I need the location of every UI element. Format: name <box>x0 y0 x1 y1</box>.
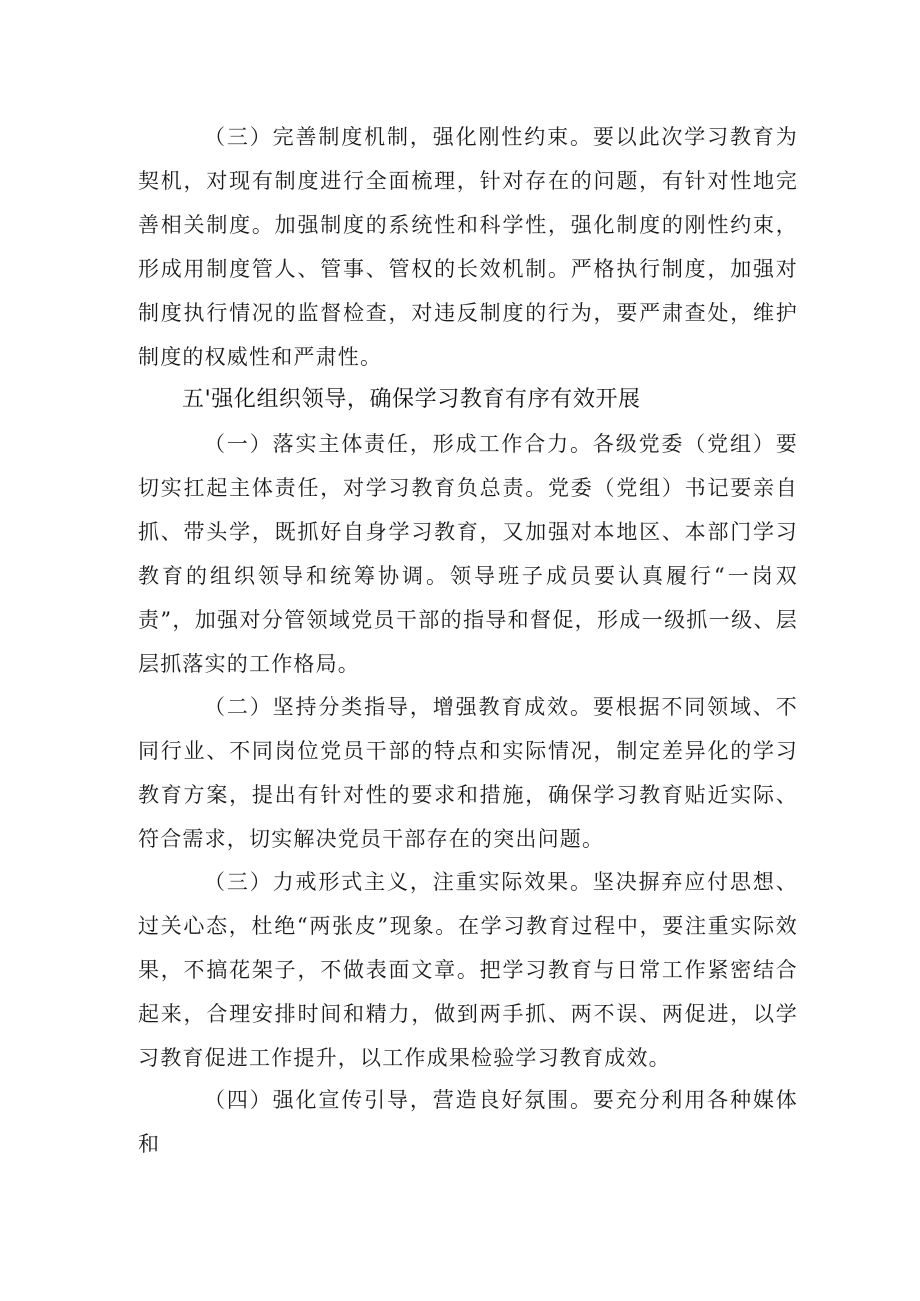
paragraph-publicity-guidance: （四）强化宣传引导，营造良好氛围。要充分利用各种媒体和 <box>138 1088 798 1156</box>
paragraph-classified-guidance: （二）坚持分类指导，增强教育成效。要根据不同领域、不同行业、不同岗位党员干部的特点和实际情况，制定差异化的学习教育方案，提出有针对性的要求和措施，确保学习教育贴近实际、符合需求，切实解决党员干部存在的突出问题。 <box>138 695 798 851</box>
section-5-heading: 五'强化组织领导，确保学习教育有序有效开展 <box>182 387 641 412</box>
paragraph-avoid-formalism: （三）力戒形式主义，注重实际效果。坚决摒弃应付思想、过关心态，杜绝“两张皮”现象。在学习教育过程中，要注重实际效果，不搞花架子，不做表面文章。把学习教育与日常工作紧密结合起来，合理安排时间和精力，做到两手抓、两不误、两促进，以学习教育促进工作提升，以工作成果检验学习教育成效。 <box>138 870 798 1070</box>
paragraph-main-responsibility: （一）落实主体责任，形成工作合力。各级党委（党组）要切实扛起主体责任，对学习教育负总责。党委（党组）书记要亲自抓、带头学，既抓好自身学习教育，又加强对本地区、本部门学习教育的组织领导和统筹协调。领导班子成员要认真履行“一岗双责”，加强对分管领域党员干部的指导和督促，形成一级抓一级、层层抓落实的工作格局。 <box>138 432 798 676</box>
paragraph-improve-institutions: （三）完善制度机制，强化刚性约束。要以此次学习教育为契机，对现有制度进行全面梳理，针对存在的问题，有针对性地完善相关制度。加强制度的系统性和科学性，强化制度的刚性约束，形成用制度管人、管事、管权的长效机制。严格执行制度，加强对制度执行情况的监督检查，对违反制度的行为，要严肃查处，维护制度的权威性和严肃性。 <box>138 125 798 369</box>
